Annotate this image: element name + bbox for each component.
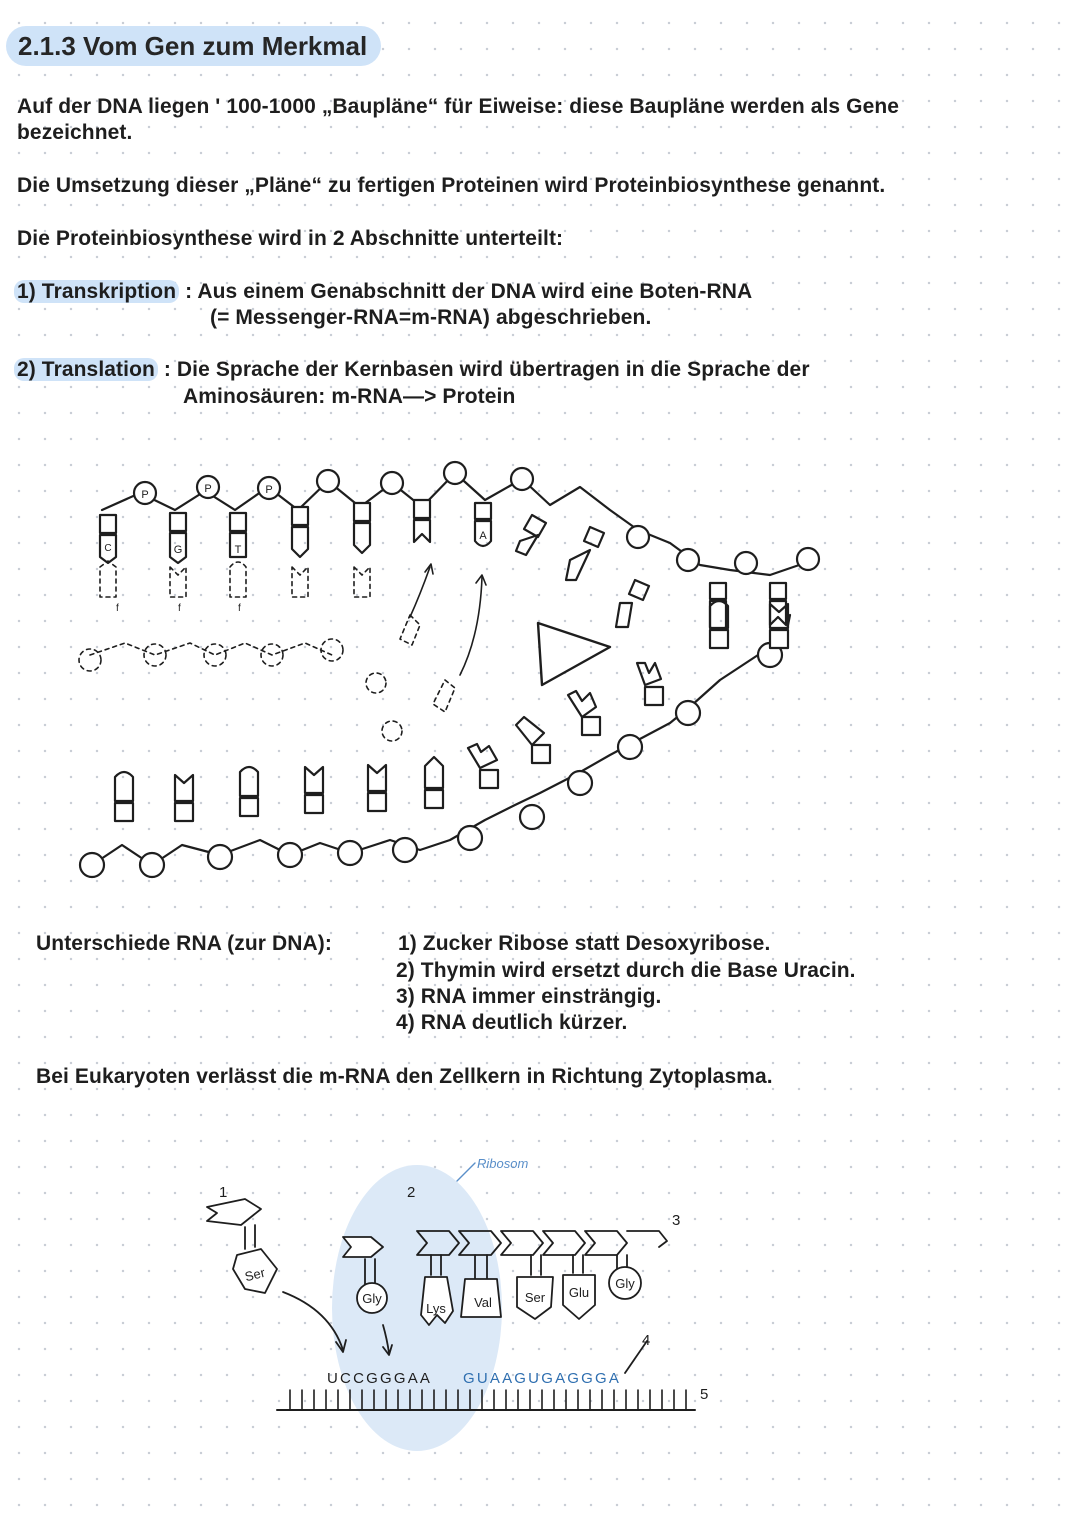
amino-acid: Val: [474, 1295, 492, 1310]
term-separator: :: [179, 280, 198, 303]
term-separator: :: [157, 358, 177, 381]
amino-acid: Lys: [426, 1301, 446, 1316]
umsetzung-text: Die Umsetzung dieser „Pläne“ zu fertigen Proteinen wird Proteinbiosynthese genannt.: [17, 174, 886, 197]
transkription-line-1: Aus einem Genabschnitt der DNA wird eine Boten-RNA: [197, 280, 753, 303]
phosphate: [618, 735, 642, 759]
label-number: 4: [642, 1332, 651, 1349]
label-number: 1: [219, 1184, 228, 1201]
phosphate-label: P: [265, 484, 273, 496]
difference-item: 2) Thymin wird ersetzt durch die Base Uracin.: [396, 959, 856, 982]
page-title: 2.1.3 Vom Gen zum Merkmal: [6, 26, 381, 66]
phosphate: [338, 841, 362, 865]
phosphate: [444, 462, 466, 484]
abschnitte-text: Die Proteinbiosynthese wird in 2 Abschnitte unterteilt:: [17, 227, 564, 250]
dashed-partner-strand: [79, 561, 455, 741]
step-transkription: [17, 278, 752, 305]
pointer: [625, 1341, 647, 1373]
arrow: [460, 577, 482, 675]
partner-label: f: [238, 603, 241, 614]
mrna-sequence-2: GUAAGUGAGGGA: [463, 1370, 622, 1387]
translation-line-2: Aminosäuren: m-RNA—> Protein: [183, 385, 516, 408]
phosphate: [568, 771, 592, 795]
phosphate: [511, 468, 533, 490]
phosphate: [393, 838, 417, 862]
phosphate: [317, 470, 339, 492]
base-label: G: [173, 544, 183, 556]
term-transkription: 1) Transkription: [14, 280, 179, 303]
difference-item: 3) RNA immer einsträngig.: [396, 985, 662, 1008]
lower-backbone: [92, 615, 790, 865]
phosphate-label: P: [204, 483, 212, 495]
amino-acid: Ser: [243, 1264, 267, 1285]
trna-incoming: [207, 1199, 261, 1225]
difference-item: 4) RNA deutlich kürzer.: [396, 1011, 628, 1034]
step-translation: [17, 356, 810, 383]
phosphate: [140, 853, 164, 877]
translation-line-1: Die Sprache der Kernbasen wird übertragen in die Sprache der: [176, 358, 810, 381]
base-label: C: [104, 543, 112, 554]
base-label: T: [234, 544, 242, 556]
translation-diagram: [195, 1145, 735, 1460]
differences-label: Unterschiede RNA (zur DNA):: [36, 932, 332, 955]
amino-acid: Ser: [524, 1290, 546, 1305]
phosphate: [208, 845, 232, 869]
phosphate: [278, 843, 302, 867]
term-translation: 2) Translation: [14, 358, 158, 381]
amino-acid: Gly: [362, 1291, 382, 1306]
base-label: A: [479, 530, 487, 542]
label-number: 5: [700, 1386, 709, 1403]
intro-line-1: Auf der DNA liegen ' 100-1000 „Baupläne“ für Eiweise: diese Baupläne werden als Gene: [17, 95, 900, 118]
phosphate-label: P: [141, 489, 149, 501]
phosphate: [735, 552, 757, 574]
difference-item: 1) Zucker Ribose statt Desoxyribose.: [398, 932, 771, 955]
phosphate: [520, 805, 544, 829]
mrna-ticks: [290, 1390, 686, 1410]
eukaryoten-text: Bei Eukaryoten verlässt die m-RNA den Zellkern in Richtung Zytoplasma.: [36, 1065, 773, 1088]
phosphate: [381, 472, 403, 494]
ribosom-label: Ribosom: [477, 1156, 529, 1171]
intro-line-2: bezeichnet.: [17, 121, 133, 144]
phosphate: [80, 853, 104, 877]
label-number: 2: [407, 1184, 416, 1201]
partner-label: f: [116, 603, 119, 614]
transkription-line-2: (= Messenger-RNA=m-RNA) abgeschrieben.: [210, 306, 652, 329]
arrow: [410, 567, 430, 617]
label-number: 3: [672, 1212, 681, 1229]
dna-transcription-diagram: [70, 455, 830, 885]
phosphate: [677, 549, 699, 571]
amino-acid: Gly: [615, 1276, 635, 1291]
phosphate: [797, 548, 819, 570]
mrna-sequence-1: UCCGGGAA: [327, 1370, 433, 1387]
ribosom-pointer: [457, 1163, 475, 1181]
direction-triangle: [538, 623, 610, 685]
phosphate: [627, 526, 649, 548]
amino-acid: Glu: [568, 1285, 590, 1300]
partner-label: f: [178, 603, 181, 614]
phosphate: [458, 826, 482, 850]
phosphate: [676, 701, 700, 725]
